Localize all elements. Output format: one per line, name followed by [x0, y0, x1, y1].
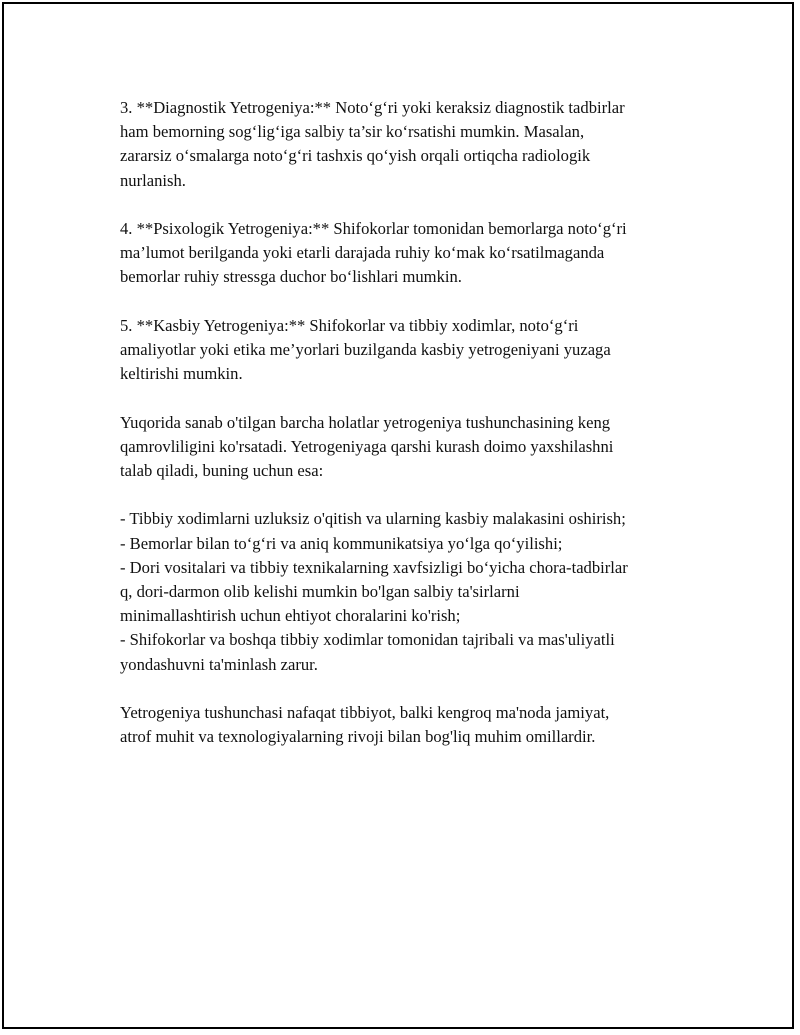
list-item: - Shifokorlar va boshqa tibbiy xodimlar tomonidan tajribali va mas'uliyatli: [120, 630, 615, 650]
paragraph-kasbiy: [120, 314, 700, 387]
paragraph-summary: [120, 411, 700, 484]
text-line: zararsiz o‘smalarga noto‘g‘ri tashxis qo‘yish orqali ortiqcha radiologik: [120, 146, 591, 166]
paragraph-psixologik: [120, 217, 700, 290]
text-line: minimallashtirish uchun ehtiyot choralarini ko'rish;: [120, 606, 461, 626]
page-border: [2, 2, 794, 1029]
paragraph-measures-list: [120, 507, 700, 676]
text-line: ham bemorning sog‘lig‘iga salbiy ta’sir ko‘rsatishi mumkin. Masalan,: [120, 122, 585, 142]
text-line: keltirishi mumkin.: [120, 364, 243, 384]
text-line: Yetrogeniya tushunchasi nafaqat tibbiyot, balki kengroq ma'noda jamiyat,: [120, 703, 610, 722]
text-line: q, dori-darmon olib kelishi mumkin bo'lgan salbiy ta'sirlarni: [120, 582, 520, 601]
text-line: 4. **Psixologik Yetrogeniya:** Shifokorlar tomonidan bemorlarga noto‘g‘ri: [120, 219, 627, 238]
paragraph-conclusion: [120, 701, 700, 749]
text-line: talab qiladi, buning uchun esa:: [120, 461, 324, 480]
text-line: qamrovliligini ko'rsatadi. Yetrogeniyaga qarshi kurash doimo yaxshilashni: [120, 436, 614, 456]
document-body: [120, 96, 700, 774]
text-line: bemorlar ruhiy stressga duchor bo‘lishlari mumkin.: [120, 267, 462, 287]
text-line: ma’lumot berilganda yoki etarli darajada ruhiy ko‘mak ko‘rsatilmaganda: [120, 243, 605, 263]
text-line: 3. **Diagnostik Yetrogeniya:** Noto‘g‘ri yoki keraksiz diagnostik tadbirlar: [120, 98, 625, 117]
text-line: 5. **Kasbiy Yetrogeniya:** Shifokorlar va tibbiy xodimlar, noto‘g‘ri: [120, 315, 579, 335]
text-line: yondashuvni ta'minlash zarur.: [120, 654, 318, 674]
paragraph-diagnostik: [120, 96, 700, 193]
text-line: nurlanish.: [120, 170, 186, 190]
list-item: - Dori vositalari va tibbiy texnikalarning xavfsizligi bo‘yicha chora-tadbirlar: [120, 557, 628, 577]
text-line: Yuqorida sanab o'tilgan barcha holatlar yetrogeniya tushunchasining keng: [120, 412, 611, 432]
list-item: - Tibbiy xodimlarni uzluksiz o'qitish va ularning kasbiy malakasini oshirish;: [120, 509, 626, 529]
list-item: - Bemorlar bilan to‘g‘ri va aniq kommunikatsiya yo‘lga qo‘yilishi;: [120, 533, 563, 553]
text-line: amaliyotlar yoki etika me’yorlari buzilganda kasbiy yetrogeniyani yuzaga: [120, 340, 611, 359]
text-line: atrof muhit va texnologiyalarning rivoji bilan bog'liq muhim omillardir.: [120, 727, 596, 747]
